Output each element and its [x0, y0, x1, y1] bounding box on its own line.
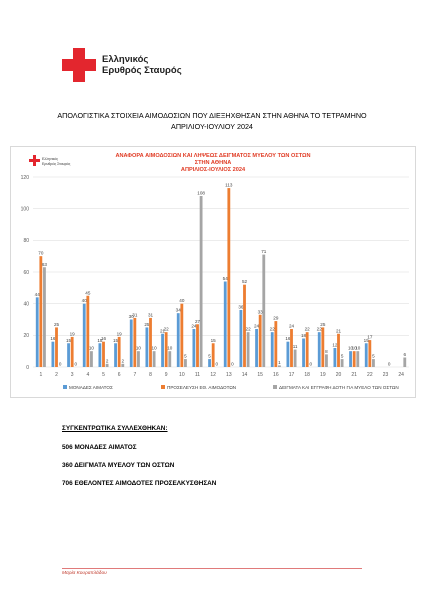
y-tick-label: 100 — [20, 206, 29, 213]
bar — [208, 359, 211, 367]
data-label: 63 — [41, 261, 47, 267]
bar — [333, 348, 336, 367]
y-tick-label: 20 — [23, 333, 29, 340]
signature: Μαρία Κουραπλάδου — [62, 568, 362, 576]
data-label: 17 — [367, 334, 373, 340]
bar — [274, 321, 277, 367]
x-tick-label: 12 — [210, 372, 216, 378]
bar — [86, 296, 89, 367]
data-label: 54 — [222, 276, 228, 281]
bar — [212, 343, 215, 367]
x-tick-label: 22 — [367, 372, 373, 378]
document-title-line1: ΑΠΟΛΟΓΙΣΤΙΚΑ ΣΤΟΙΧΕΙΑ ΑΙΜΟΔΟΣΙΩΝ ΠΟΥ ΔΙΕΞΗΧΘΗΣΑΝ ΣΤΗΝ ΑΘΗΝΑ ΤΟ ΤΕΤΡΑΜΗΝΟ — [57, 111, 367, 120]
data-label: 0 — [387, 361, 391, 367]
bar — [337, 334, 340, 367]
bar — [192, 329, 195, 367]
bar — [168, 351, 171, 367]
bar — [184, 359, 187, 367]
document-title — [40, 110, 384, 132]
data-label: 10 — [351, 345, 357, 351]
data-label: 27 — [194, 318, 201, 324]
bar — [368, 340, 371, 367]
data-label: 10 — [348, 345, 354, 351]
data-label: 33 — [257, 309, 263, 315]
x-tick-label: 11 — [194, 372, 201, 378]
bar — [239, 310, 242, 367]
data-label: 0 — [74, 361, 78, 367]
data-label: 2 — [105, 358, 109, 364]
bar — [306, 332, 309, 367]
bar — [90, 351, 93, 367]
y-tick-label: 0 — [26, 364, 29, 371]
data-label: 19 — [69, 331, 75, 337]
x-tick-label: 14 — [241, 372, 248, 378]
chart-logo-text: Ερυθρός Σταυρός — [42, 162, 71, 166]
bar — [102, 342, 105, 367]
data-label: 0 — [309, 361, 313, 367]
data-label: 22 — [269, 326, 275, 332]
bar — [121, 364, 124, 367]
x-tick-label: 2 — [55, 372, 58, 378]
data-label: 44 — [34, 291, 40, 297]
data-label: 0 — [215, 361, 219, 367]
bar — [318, 332, 321, 367]
data-label: 0 — [231, 361, 234, 367]
bar — [180, 304, 183, 367]
data-label: 25 — [320, 321, 326, 327]
x-tick-label: 7 — [133, 372, 137, 378]
data-label: 22 — [163, 326, 169, 332]
bar — [161, 334, 164, 367]
y-tick-label: 60 — [23, 269, 29, 276]
data-label: 5 — [184, 353, 187, 359]
bar — [227, 188, 230, 367]
data-label: 22 — [245, 326, 251, 332]
legend-swatch — [63, 385, 67, 389]
bar — [286, 342, 289, 367]
data-label: 10 — [167, 345, 173, 351]
red-cross-icon — [62, 48, 96, 82]
bar — [153, 351, 156, 367]
bar — [365, 343, 368, 367]
data-label: 24 — [191, 323, 197, 329]
bar — [55, 327, 58, 367]
x-tick-label: 13 — [226, 372, 232, 378]
donation-chart — [10, 146, 416, 398]
y-tick-label: 40 — [23, 301, 29, 308]
bar — [403, 358, 406, 368]
data-label: 45 — [85, 290, 91, 296]
data-label: 22 — [316, 326, 322, 332]
data-label: 52 — [241, 279, 248, 285]
data-label: 16 — [100, 336, 107, 342]
data-label: 108 — [197, 190, 205, 196]
data-label: 29 — [273, 315, 279, 321]
bar — [118, 337, 121, 367]
legend-label: ΠΡΟΣΕΛΕΥΣΗ ΕΘ. ΑΙΜΟΔΟΤΩΝ — [167, 385, 237, 390]
bar — [98, 343, 101, 367]
data-label: 5 — [372, 353, 375, 359]
data-label: 5 — [208, 353, 211, 359]
data-label: 6 — [403, 352, 407, 357]
bar — [67, 343, 70, 367]
data-label: 19 — [116, 331, 122, 337]
chart-title-line: ΑΠΡΙΛΙΟΣ-ΙΟΥΛΙΟΣ 2024 — [180, 167, 246, 173]
bar — [349, 351, 352, 367]
bar — [177, 313, 180, 367]
bar — [106, 364, 109, 367]
chart-logo-cross-icon — [29, 159, 40, 162]
data-label: 10 — [355, 345, 361, 351]
x-tick-label: 9 — [164, 372, 168, 378]
data-label: 18 — [301, 333, 307, 338]
y-tick-label: 80 — [23, 238, 29, 245]
chart-title-line: ΑΝΑΦΟΡΑ ΑΙΜΟΔΟΣΙΩΝ ΚΑΙ ΛΗΨΕΩΣ ΔΕΙΓΜΑΤΟΣ ΜΥΕΛΟΥ ΤΩΝ ΟΣΤΩΝ — [115, 153, 311, 159]
chart-logo-text: Ελληνικός — [42, 157, 59, 161]
x-tick-label: 20 — [335, 372, 342, 378]
x-tick-label: 8 — [149, 372, 152, 378]
organization-name — [102, 54, 182, 76]
legend-label: ΜΟΝΑΔΕΣ ΑΙΜΑΤΟΣ — [69, 385, 113, 390]
x-tick-label: 1 — [39, 372, 43, 378]
data-label: 16 — [285, 336, 291, 342]
data-label: 8 — [325, 348, 328, 354]
chart-canvas — [11, 147, 415, 397]
data-label: 11 — [292, 344, 298, 350]
bar — [353, 351, 356, 367]
data-label: 15 — [97, 337, 103, 343]
x-tick-label: 18 — [304, 372, 310, 378]
x-tick-label: 5 — [102, 372, 105, 378]
data-label: 25 — [53, 321, 60, 327]
data-label: 16 — [50, 336, 56, 342]
chart-title-line: ΣΤΗΝ ΑΘΗΝΑ — [194, 160, 232, 166]
data-label: 10 — [88, 345, 94, 351]
x-tick-label: 16 — [273, 372, 279, 378]
summary-blood-units: 506 ΜΟΝΑΔΕΣ ΑΙΜΑΤΟΣ — [62, 444, 137, 451]
x-tick-label: 15 — [257, 372, 263, 378]
bar — [36, 297, 39, 367]
data-label: 40 — [179, 298, 185, 304]
bar — [325, 354, 328, 367]
bar — [294, 350, 297, 367]
bar — [39, 256, 42, 367]
data-label: 15 — [210, 337, 216, 343]
bar — [149, 318, 152, 367]
x-tick-label: 19 — [320, 372, 326, 378]
x-tick-label: 6 — [117, 372, 121, 378]
data-label: 31 — [147, 312, 154, 318]
y-tick-label: 120 — [20, 174, 29, 181]
data-label: 15 — [66, 337, 72, 343]
bar — [114, 343, 117, 367]
data-label: 24 — [254, 323, 260, 329]
bar — [259, 315, 262, 367]
data-label: 22 — [304, 326, 310, 332]
summary-heading: ΣΥΓΚΕΝΤΡΩΤΙΚΑ ΣΥΛΛΕΧΘΗΚΑΝ: — [62, 425, 168, 432]
bar — [196, 324, 199, 367]
legend-label: ΔΕΙΓΜΑΤΑ ΚΑΙ ΕΓΓΡΑΦΗ ΔΟΤΗ ΓΙΑ ΜΥΕΛΟ ΤΩΝ ΟΣΤΩΝ — [279, 385, 399, 390]
data-label: 0 — [58, 361, 62, 367]
summary-section — [62, 425, 216, 498]
legend-swatch — [273, 385, 277, 389]
x-tick-label: 10 — [179, 372, 185, 378]
data-label: 10 — [151, 345, 157, 351]
data-label: 70 — [38, 250, 44, 256]
x-tick-label: 24 — [398, 372, 404, 378]
data-label: 31 — [132, 312, 138, 318]
data-label: 113 — [225, 182, 233, 188]
bar — [71, 337, 74, 367]
data-label: 34 — [175, 307, 181, 313]
bar — [224, 282, 227, 368]
bar — [145, 327, 148, 367]
x-tick-label: 23 — [382, 372, 389, 378]
x-tick-label: 4 — [86, 372, 90, 378]
bar — [51, 342, 54, 367]
bar — [302, 339, 305, 368]
data-label: 25 — [144, 321, 150, 327]
x-tick-label: 21 — [351, 372, 357, 378]
legend-swatch — [161, 385, 165, 389]
data-label: 12 — [332, 342, 338, 348]
bar — [341, 359, 344, 367]
bar — [133, 318, 136, 367]
organization-name-line2: Ερυθρός Σταυρός — [102, 65, 182, 76]
red-cross-logo — [62, 48, 182, 82]
bar — [247, 332, 250, 367]
bar — [255, 329, 258, 367]
data-label: 15 — [113, 337, 119, 343]
data-label: 24 — [288, 323, 295, 329]
bar — [271, 332, 274, 367]
bar — [130, 320, 133, 368]
bar — [372, 359, 375, 367]
bar — [278, 365, 281, 367]
data-label: 15 — [363, 337, 369, 343]
bar — [43, 267, 46, 367]
data-label: 21 — [335, 328, 342, 334]
bar — [356, 351, 359, 367]
document-title-line2: ΑΠΡΙΛΙΟΥ-ΙΟΥΛΙΟΥ 2024 — [171, 122, 253, 131]
bar — [321, 327, 324, 367]
data-label: 71 — [261, 249, 267, 255]
data-label: 5 — [340, 353, 344, 359]
data-label: 30 — [128, 314, 134, 319]
data-label: 2 — [121, 358, 125, 364]
x-tick-label: 17 — [288, 372, 295, 378]
bar — [83, 304, 86, 367]
bar — [137, 351, 140, 367]
organization-name-line1: Ελληνικός — [102, 54, 149, 65]
data-label: 40 — [81, 298, 87, 304]
data-label: 10 — [135, 345, 141, 351]
data-label: 1 — [278, 359, 281, 365]
bar — [200, 196, 203, 367]
summary-marrow-samples: 360 ΔΕΙΓΜΑΤΑ ΜΥΕΛΟΥ ΤΩΝ ΟΣΤΩΝ — [62, 462, 175, 469]
data-label: 21 — [160, 328, 166, 334]
data-label: 36 — [238, 304, 244, 310]
x-tick-label: 3 — [70, 372, 74, 378]
summary-volunteer-donors: 706 ΕΘΕΛΟΝΤΕΣ ΑΙΜΟΔΟΤΕΣ ΠΡΟΣΕΛΚΥΣΘΗΣΑΝ — [62, 480, 217, 487]
bar — [262, 255, 265, 367]
